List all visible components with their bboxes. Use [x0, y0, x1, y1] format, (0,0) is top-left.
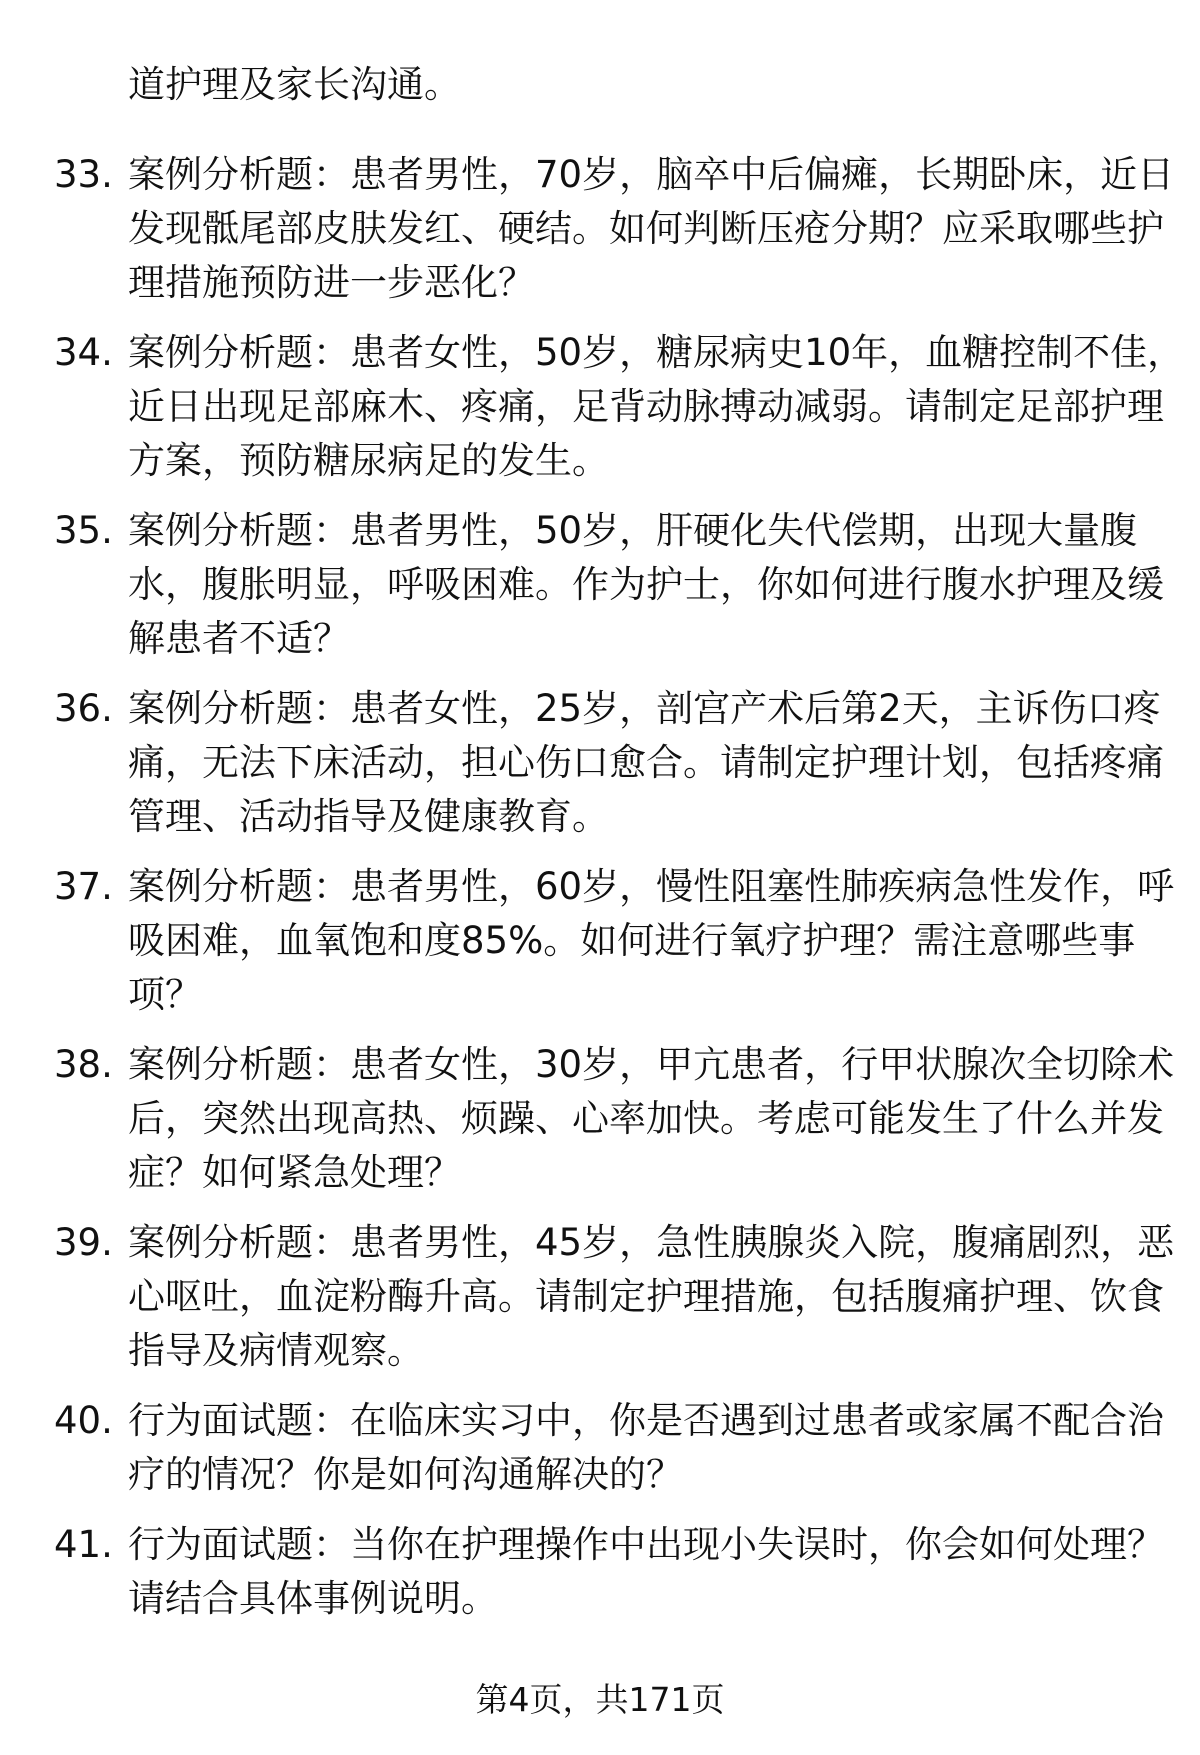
question-line: 案例分析题：患者男性，45岁，急性胰腺炎入院，腹痛剧烈，恶 — [128, 1221, 1175, 1264]
question-line: 症？如何紧急处理？ — [128, 1151, 461, 1194]
question-number: 35. — [54, 509, 113, 552]
question-item — [0, 1216, 1200, 1378]
question-number: 40. — [54, 1399, 113, 1442]
question-line: 解患者不适？ — [128, 617, 350, 660]
question-item — [0, 1038, 1200, 1200]
question-item — [0, 1394, 1200, 1502]
page-footer — [0, 1678, 1200, 1722]
question-text — [128, 682, 1164, 844]
question-line: 案例分析题：患者男性，50岁，肝硬化失代偿期，出现大量腹 — [128, 509, 1138, 552]
question-number: 37. — [54, 865, 113, 908]
question-line: 后，突然出现高热、烦躁、心率加快。考虑可能发生了什么并发 — [128, 1097, 1164, 1140]
question-number: 39. — [54, 1221, 113, 1264]
question-line: 方案，预防糖尿病足的发生。 — [128, 439, 609, 482]
question-number: 33. — [54, 153, 113, 196]
question-line: 疗的情况？你是如何沟通解决的？ — [128, 1453, 683, 1496]
question-line: 管理、活动指导及健康教育。 — [128, 795, 609, 838]
question-text — [128, 1518, 1164, 1626]
question-line: 案例分析题：患者女性，25岁，剖宫产术后第2天，主诉伤口疼 — [128, 687, 1161, 730]
question-number: 36. — [54, 687, 113, 730]
question-line: 项？ — [128, 973, 202, 1016]
page-number-label: 第4页，共171页 — [475, 1680, 725, 1719]
question-line: 近日出现足部麻木、疼痛，足背动脉搏动减弱。请制定足部护理 — [128, 385, 1164, 428]
question-line: 痛，无法下床活动，担心伤口愈合。请制定护理计划，包括疼痛 — [128, 741, 1164, 784]
question-item — [0, 1518, 1200, 1626]
question-list — [0, 148, 1200, 1642]
question-text — [128, 1038, 1175, 1200]
question-line: 案例分析题：患者男性，70岁，脑卒中后偏瘫，长期卧床，近日 — [128, 153, 1175, 196]
question-line: 案例分析题：患者女性，50岁，糖尿病史10年，血糖控制不佳， — [128, 331, 1185, 374]
question-line: 行为面试题：在临床实习中，你是否遇到过患者或家属不配合治 — [128, 1399, 1164, 1442]
continuation-text: 道护理及家长沟通。 — [128, 63, 461, 106]
question-item — [0, 682, 1200, 844]
question-number: 34. — [54, 331, 113, 374]
question-text — [128, 148, 1175, 310]
question-text — [128, 326, 1185, 488]
question-line: 案例分析题：患者男性，60岁，慢性阻塞性肺疾病急性发作，呼 — [128, 865, 1175, 908]
question-text — [128, 860, 1175, 1022]
question-item — [0, 326, 1200, 488]
question-line: 发现骶尾部皮肤发红、硬结。如何判断压疮分期？应采取哪些护 — [128, 207, 1164, 250]
question-text — [128, 1394, 1164, 1502]
question-line: 案例分析题：患者女性，30岁，甲亢患者，行甲状腺次全切除术 — [128, 1043, 1175, 1086]
question-line: 吸困难，血氧饱和度85%。如何进行氧疗护理？需注意哪些事 — [128, 919, 1136, 962]
question-item — [0, 504, 1200, 666]
question-line: 水，腹胀明显，呼吸困难。作为护士，你如何进行腹水护理及缓 — [128, 563, 1164, 606]
question-text — [128, 1216, 1175, 1378]
question-line: 请结合具体事例说明。 — [128, 1577, 498, 1620]
question-line: 指导及病情观察。 — [128, 1329, 424, 1372]
question-text — [128, 504, 1164, 666]
question-number: 41. — [54, 1523, 113, 1566]
question-line: 心呕吐，血淀粉酶升高。请制定护理措施，包括腹痛护理、饮食 — [128, 1275, 1164, 1318]
question-item — [0, 860, 1200, 1022]
question-line: 行为面试题：当你在护理操作中出现小失误时，你会如何处理？ — [128, 1523, 1164, 1566]
question-number: 38. — [54, 1043, 113, 1086]
question-item — [0, 148, 1200, 310]
question-line: 理措施预防进一步恶化？ — [128, 261, 535, 304]
